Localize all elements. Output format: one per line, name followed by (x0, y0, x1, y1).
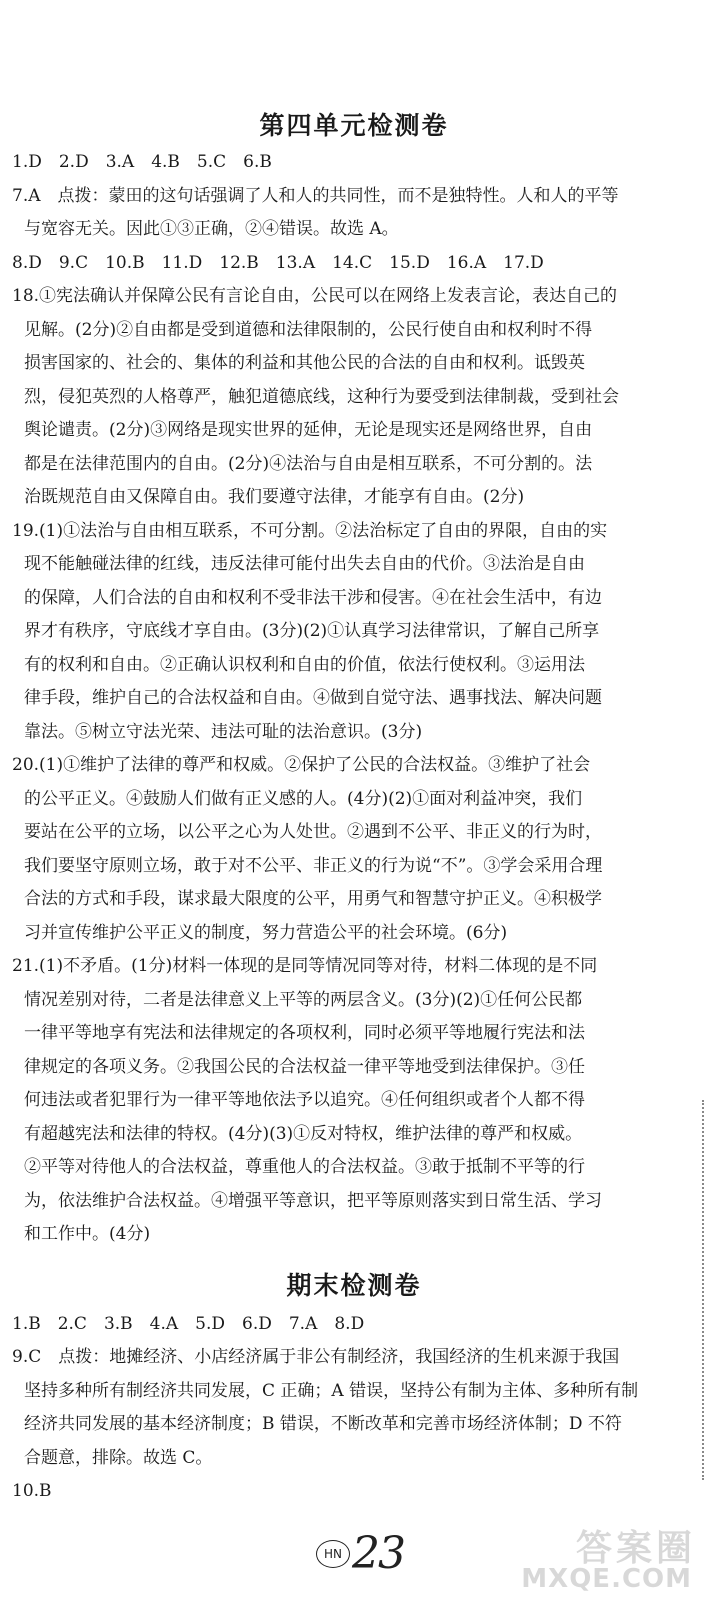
section2-title: 期末检测卷 (286, 1270, 422, 1300)
answer-line: 损害国家的、社会的、集体的利益和其他公民的合法的自由和权利。诋毁英 (24, 353, 585, 373)
answer-line: 经济共同发展的基本经济制度；B 错误，不断改革和完善市场经济体制；D 不符 (24, 1414, 622, 1434)
page-number: 23 (352, 1528, 404, 1579)
watermark-text: 答案圈 (575, 1528, 696, 1569)
answer-line: 20.(1)①维护了法律的尊严和权威。②保护了公民的合法权益。③维护了社会 (12, 755, 591, 775)
answer-line: 10.B (12, 1481, 52, 1501)
answer-line: 18.①宪法确认并保障公民有言论自由，公民可以在网络上发表言论，表达自己的 (12, 286, 618, 306)
answer-line: 有的权利和自由。②正确认识权利和自由的价值，依法行使权利。③运用法 (24, 654, 585, 675)
watermark-logo (486, 1520, 696, 1596)
answer-line: 的公平正义。④鼓励人们做有正义感的人。(4分)(2)①面对利益冲突，我们 (24, 788, 583, 809)
answer-line: 1.B 2.C 3.B 4.A 5.D 6.D 7.A 8.D (12, 1313, 365, 1334)
answer-line: 烈，侵犯英烈的人格尊严，触犯道德底线，这种行为要受到法律制裁，受到社会 (24, 386, 619, 407)
answer-line: 1.D 2.D 3.A 4.B 5.C 6.B (12, 152, 272, 172)
answer-line: 舆论谴责。(2分)③网络是现实世界的延伸，无论是现实还是网络世界，自由 (24, 420, 593, 440)
section2-body (0, 1308, 708, 1509)
answer-line: 与宽容无关。因此①③正确，②④错误。故选 A。 (24, 219, 399, 239)
answer-line: 我们要坚守原则立场，敢于对不公平、非正义的行为说“不”。③学会采用合理 (24, 855, 603, 876)
answer-line: 一律平等地享有宪法和法律规定的各项权利，同时必须平等地履行宪法和法 (24, 1023, 585, 1043)
answer-line: 要站在公平的立场，以公平之心为人处世。②遇到不公平、非正义的行为时， (24, 822, 602, 842)
answer-line: 律手段，维护自己的合法权益和自由。④做到自觉守法、遇事找法、解决问题 (24, 688, 602, 708)
binding-edge-dots (699, 1100, 704, 1480)
answer-line: 靠法。⑤树立守法光荣、违法可耻的法治意识。(3分) (24, 721, 423, 742)
answer-line: 界才有秩序，守底线才享自由。(3分)(2)①认真学习法律常识，了解自己所享 (24, 621, 600, 641)
answer-line: 8.D 9.C 10.B 11.D 12.B 13.A 14.C 15.D 16.A 17.D (12, 252, 544, 273)
answer-line: 的保障，人们合法的自由和权利不受非法干涉和侵害。④在社会生活中，有边 (24, 587, 602, 608)
answer-line: 合法的方式和手段，谋求最大限度的公平，用勇气和智慧守护正义。④积极学 (24, 889, 602, 909)
answer-line: 为，依法维护合法权益。④增强平等意识，把平等原则落实到日常生活、学习 (24, 1190, 602, 1211)
answer-line: 和工作中。(4分) (24, 1224, 151, 1244)
answer-line: ②平等对待他人的合法权益，尊重他人的合法权益。③敢于抵制不平等的行 (24, 1157, 585, 1177)
section1-title: 第四单元检测卷 (259, 111, 449, 140)
section1-body (0, 146, 708, 1252)
answer-line: 21.(1)不矛盾。(1分)材料一体现的是同等情况同等对待，材料二体现的是不同 (12, 956, 598, 976)
answer-line: 7.A 点拨：蒙田的这句话强调了人和人的共同性，而不是独特性。人和人的平等 (12, 185, 619, 206)
answer-line: 治既规范自由又保障自由。我们要遵守法律，才能享有自由。(2分) (24, 487, 525, 507)
answer-line: 有超越宪法和法律的特权。(4分)(3)①反对特权，维护法律的尊严和权威。 (24, 1123, 583, 1144)
answer-line: 何违法或者犯罪行为一律平等地依法予以追究。④任何组织或者个人都不得 (24, 1090, 585, 1110)
answer-line: 合题意，排除。故选 C。 (24, 1447, 213, 1468)
answer-line: 9.C 点拨：地摊经济、小店经济属于非公有制经济，我国经济的生机来源于我国 (12, 1347, 620, 1367)
answer-line: 坚持多种所有制经济共同发展，C 正确；A 错误，坚持公有制为主体、多种所有制 (24, 1380, 639, 1401)
answer-line: 现不能触碰法律的红线，违反法律可能付出失去自由的代价。③法治是自由 (24, 554, 585, 574)
answer-line: 见解。(2分)②自由都是受到道德和法律限制的，公民行使自由和权利时不得 (24, 319, 593, 340)
watermark-site: MXQE.COM (521, 1564, 692, 1594)
answer-line: 习并宣传维护公平正义的制度，努力营造公平的社会环境。(6分) (24, 922, 508, 943)
answer-line: 都是在法律范围内的自由。(2分)④法治与自由是相互联系，不可分割的。法 (24, 453, 593, 474)
hn-badge: HN (316, 1540, 350, 1568)
answer-line: 情况差别对待，二者是法律意义上平等的两层含义。(3分)(2)①任何公民都 (24, 989, 583, 1010)
answer-line: 19.(1)①法治与自由相互联系，不可分割。②法治标定了自由的界限，自由的实 (12, 520, 608, 541)
answer-line: 律规定的各项义务。②我国公民的合法权益一律平等地受到法律保护。③任 (24, 1056, 585, 1077)
